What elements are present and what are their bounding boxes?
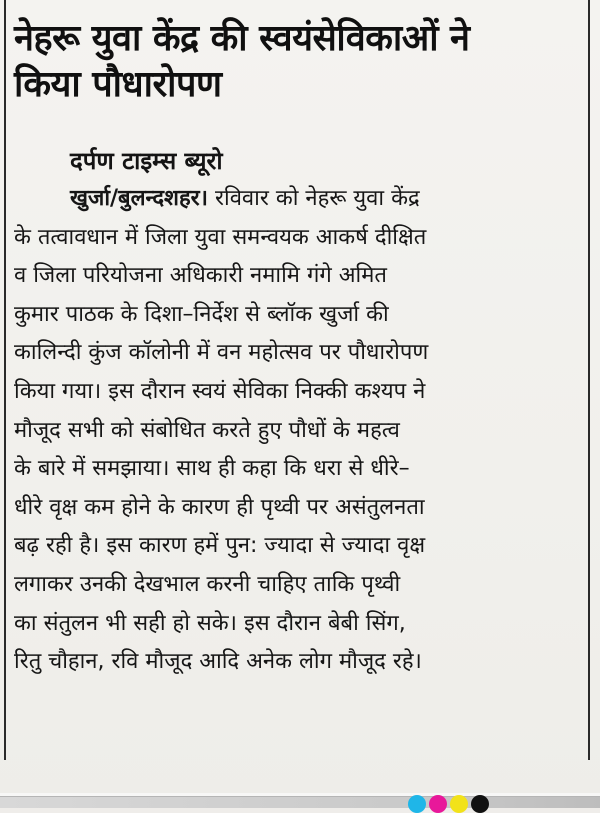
body-line-13: रितु चौहान, रवि मौजूद आदि अनेक लोग मौजूद रहे। (14, 649, 422, 675)
body-line-2: के तत्वावधान में जिला युवा समन्वयक आकर्ष दीक्षित (14, 224, 427, 250)
body-line-8: के बारे में समझाया। साथ ही कहा कि धरा से धीरे– (14, 456, 410, 482)
magenta-registration-dot (429, 795, 447, 813)
headline-line-2: किया पौधारोपण (14, 64, 222, 105)
cyan-registration-dot (408, 795, 426, 813)
body-line-12: का संतुलन भी सही हो सके। इस दौरान बेबी सिंग, (14, 610, 406, 636)
print-registration-marks (408, 795, 489, 807)
body-line-1-text: रविवार को नेहरू युवा केंद्र (215, 186, 420, 211)
gray-bottom-strip (0, 796, 600, 808)
dateline: खुर्जा/बुलन्दशहर। (70, 186, 208, 211)
article-body (14, 180, 586, 682)
column-rule-left (4, 0, 6, 760)
body-line-10: बढ़ रही है। इस कारण हमें पुन: ज्यादा से ज्यादा वृक्ष (14, 533, 426, 559)
body-line-6: किया गया। इस दौरान स्वयं सेविका निक्की कश्यप ने (14, 378, 426, 404)
body-line-7: मौजूद सभी को संबोधित करते हुए पौधों के महत्व (14, 417, 400, 443)
body-line-4: कुमार पाठक के दिशा–निर्देश से ब्लॉक खुर्जा की (14, 301, 389, 327)
column-rule-right (588, 0, 590, 760)
headline-line-1: नेहरू युवा केंद्र की स्वयंसेविकाओं ने (14, 18, 470, 59)
black-registration-dot (471, 795, 489, 813)
byline: दर्पण टाइम्स ब्यूरो (70, 147, 223, 175)
body-line-1 (14, 180, 586, 219)
body-line-3: व जिला परियोजना अधिकारी नमामि गंगे अमित (14, 263, 387, 289)
body-line-9: धीरे वृक्ष कम होने के कारण ही पृथ्वी पर असंतुलनता (14, 494, 425, 520)
body-line-11: लगाकर उनकी देखभाल करनी चाहिए ताकि पृथ्वी (14, 571, 401, 597)
body-line-5: कालिन्दी कुंज कॉलोनी में वन महोत्सव पर पौधारोपण (14, 340, 429, 366)
yellow-registration-dot (450, 795, 468, 813)
headline (14, 16, 586, 108)
